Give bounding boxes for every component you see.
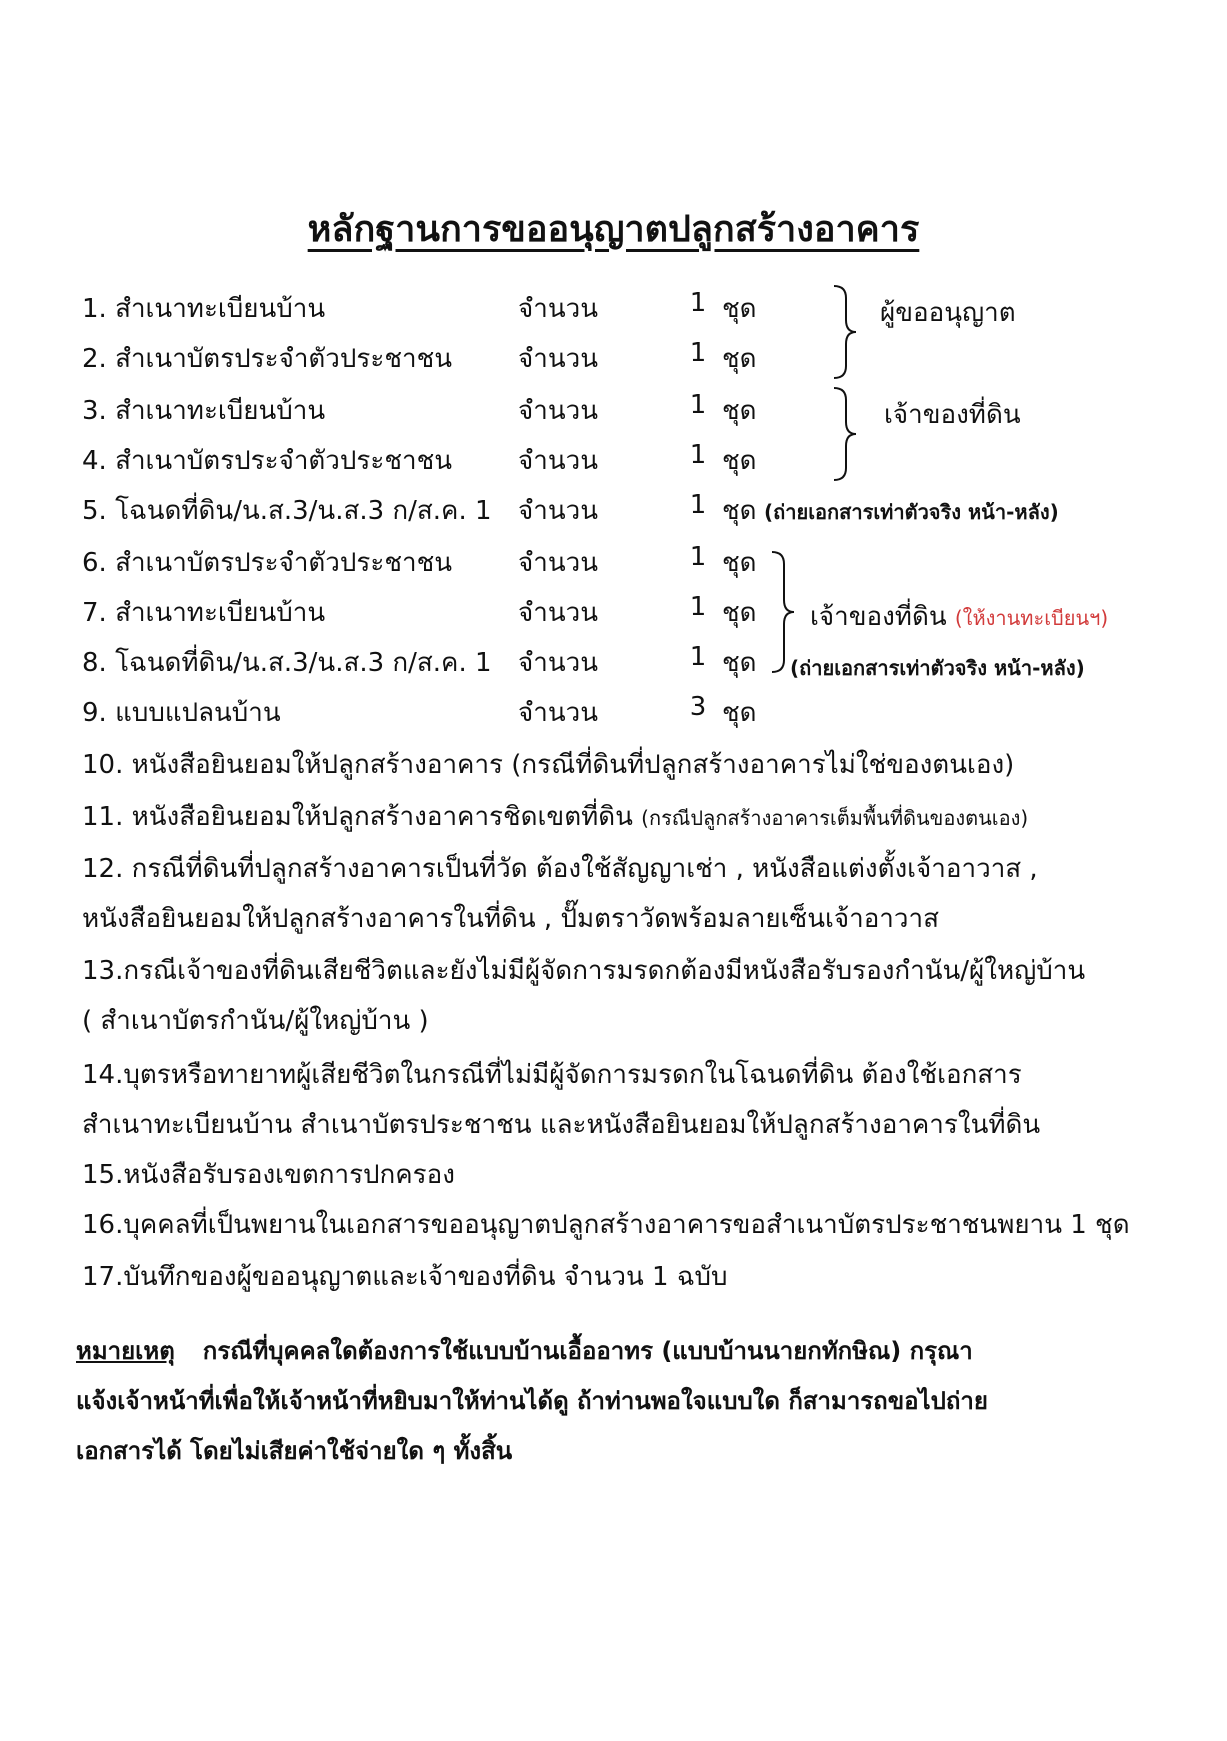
item-label: 4. สำเนาบัตรประจำตัวประชาชน — [82, 446, 453, 476]
quantity-number: 1 — [689, 390, 707, 420]
list-item — [82, 796, 1172, 837]
quantity-unit: ชุด — [722, 294, 757, 324]
quantity-unit: ชุด — [722, 344, 757, 374]
quantity-number: 1 — [689, 338, 707, 368]
item-label: 3. สำเนาทะเบียนบ้าน — [82, 396, 326, 426]
quantity-number: 1 — [689, 440, 707, 470]
right-brace-icon — [830, 384, 860, 484]
item-label: 2. สำเนาบัตรประจำตัวประชาชน — [82, 344, 453, 374]
quantity-number: 1 — [689, 288, 707, 318]
list-item: 15.หนังสือรับรองเขตการปกครอง — [82, 1160, 455, 1190]
quantity-number: 1 — [689, 642, 707, 672]
list-item: 13.กรณีเจ้าของที่ดินเสียชีวิตและยังไม่มีผู้จัดการมรดกต้องมีหนังสือรับรองกำนัน/ผู้ใหญ่บ้าน — [82, 956, 1086, 986]
registry-note: (ให้งานทะเบียนฯ) — [954, 606, 1109, 630]
list-item: 10. หนังสือยินยอมให้ปลูกสร้างอาคาร (กรณีที่ดินที่ปลูกสร้างอาคารไม่ใช่ของตนเอง) — [82, 750, 1015, 780]
list-item — [82, 692, 1182, 736]
item-label: 8. โฉนดที่ดิน/น.ส.3/น.ส.3 ก/ส.ค. 1 — [82, 648, 492, 678]
list-item: 16.บุคคลที่เป็นพยานในเอกสารขออนุญาตปลูกสร้างอาคารขอสำเนาบัตรประชาชนพยาน 1 ชุด — [82, 1210, 1130, 1240]
remark-text: กรณีที่บุคคลใดต้องการใช้แบบบ้านเอื้ออาทร (แบบบ้านนายกทักษิณ) กรุณา — [202, 1337, 973, 1365]
document-title: หลักฐานการขออนุญาตปลูกสร้างอาคาร — [307, 209, 920, 250]
copy-note: (ถ่ายเอกสารเท่าตัวจริง หน้า-หลัง) — [790, 656, 1085, 680]
list-item: 12. กรณีที่ดินที่ปลูกสร้างอาคารเป็นที่วัด ต้องใช้สัญญาเช่า , หนังสือแต่งตั้งเจ้าอาวาส , — [82, 854, 1038, 884]
group-label-applicant: ผู้ขออนุญาต — [880, 298, 1016, 328]
group-label-landowner: เจ้าของที่ดิน — [884, 400, 1021, 430]
quantity-word: จำนวน — [518, 344, 598, 374]
group-label-text: เจ้าของที่ดิน — [810, 602, 947, 632]
quantity-word: จำนวน — [518, 294, 598, 324]
quantity-word: จำนวน — [518, 698, 598, 728]
remark-heading: หมายเหตุ — [76, 1337, 175, 1365]
remark-block — [76, 1326, 1166, 1476]
list-item — [82, 288, 1182, 332]
quantity-unit: ชุด — [722, 598, 757, 628]
remark-line — [76, 1326, 1166, 1376]
item-label: 7. สำเนาทะเบียนบ้าน — [82, 598, 326, 628]
quantity-number: 3 — [689, 692, 707, 722]
remark-line: แจ้งเจ้าหน้าที่เพื่อให้เจ้าหน้าที่หยิบมาให้ท่านได้ดู ถ้าท่านพอใจแบบใด ก็สามารถขอไปถ่าย — [76, 1387, 988, 1415]
list-item-continued: หนังสือยินยอมให้ปลูกสร้างอาคารในที่ดิน , ปั๊มตราวัดพร้อมลายเซ็นเจ้าอาวาส — [82, 904, 939, 934]
item-label: 1. สำเนาทะเบียนบ้าน — [82, 294, 326, 324]
remark-line: เอกสารได้ โดยไม่เสียค่าใช้จ่ายใด ๆ ทั้งสิ้น — [76, 1437, 513, 1465]
list-item: 17.บันทึกของผู้ขออนุญาตและเจ้าของที่ดิน จำนวน 1 ฉบับ — [82, 1262, 728, 1292]
right-brace-icon — [830, 282, 860, 382]
item-label: 5. โฉนดที่ดิน/น.ส.3/น.ส.3 ก/ส.ค. 1 — [82, 496, 492, 526]
quantity-unit: ชุด — [722, 496, 757, 526]
quantity-unit: ชุด — [722, 698, 757, 728]
item-note: (กรณีปลูกสร้างอาคารเต็มพื้นที่ดินของตนเอง) — [641, 806, 1029, 830]
quantity-unit: ชุด — [722, 648, 757, 678]
list-item-continued: สำเนาทะเบียนบ้าน สำเนาบัตรประชาชน และหนังสือยินยอมให้ปลูกสร้างอาคารในที่ดิน — [82, 1110, 1041, 1140]
quantity-unit: ชุด — [722, 446, 757, 476]
quantity-number: 1 — [689, 490, 707, 520]
quantity-word: จำนวน — [518, 446, 598, 476]
list-item — [82, 490, 1182, 534]
copy-note: (ถ่ายเอกสารเท่าตัวจริง หน้า-หลัง) — [764, 500, 1059, 524]
quantity-word: จำนวน — [518, 648, 598, 678]
list-item — [82, 440, 1182, 484]
quantity-unit: ชุด — [722, 396, 757, 426]
item-label: 11. หนังสือยินยอมให้ปลูกสร้างอาคารชิดเขตที่ดิน — [82, 802, 633, 832]
list-item — [82, 542, 1182, 586]
quantity-word: จำนวน — [518, 496, 598, 526]
quantity-word: จำนวน — [518, 548, 598, 578]
group-label-landowner-registry — [810, 596, 1108, 637]
list-item — [82, 338, 1182, 382]
item-label: 9. แบบแปลนบ้าน — [82, 698, 281, 728]
list-item-continued: ( สำเนาบัตรกำนัน/ผู้ใหญ่บ้าน ) — [82, 1006, 429, 1036]
quantity-unit: ชุด — [722, 548, 757, 578]
quantity-word: จำนวน — [518, 598, 598, 628]
quantity-number: 1 — [689, 542, 707, 572]
item-label: 6. สำเนาบัตรประจำตัวประชาชน — [82, 548, 453, 578]
quantity-number: 1 — [689, 592, 707, 622]
list-item: 14.บุตรหรือทายาทผู้เสียชีวิตในกรณีที่ไม่มีผู้จัดการมรดกในโฉนดที่ดิน ต้องใช้เอกสาร — [82, 1060, 1022, 1090]
quantity-word: จำนวน — [518, 396, 598, 426]
